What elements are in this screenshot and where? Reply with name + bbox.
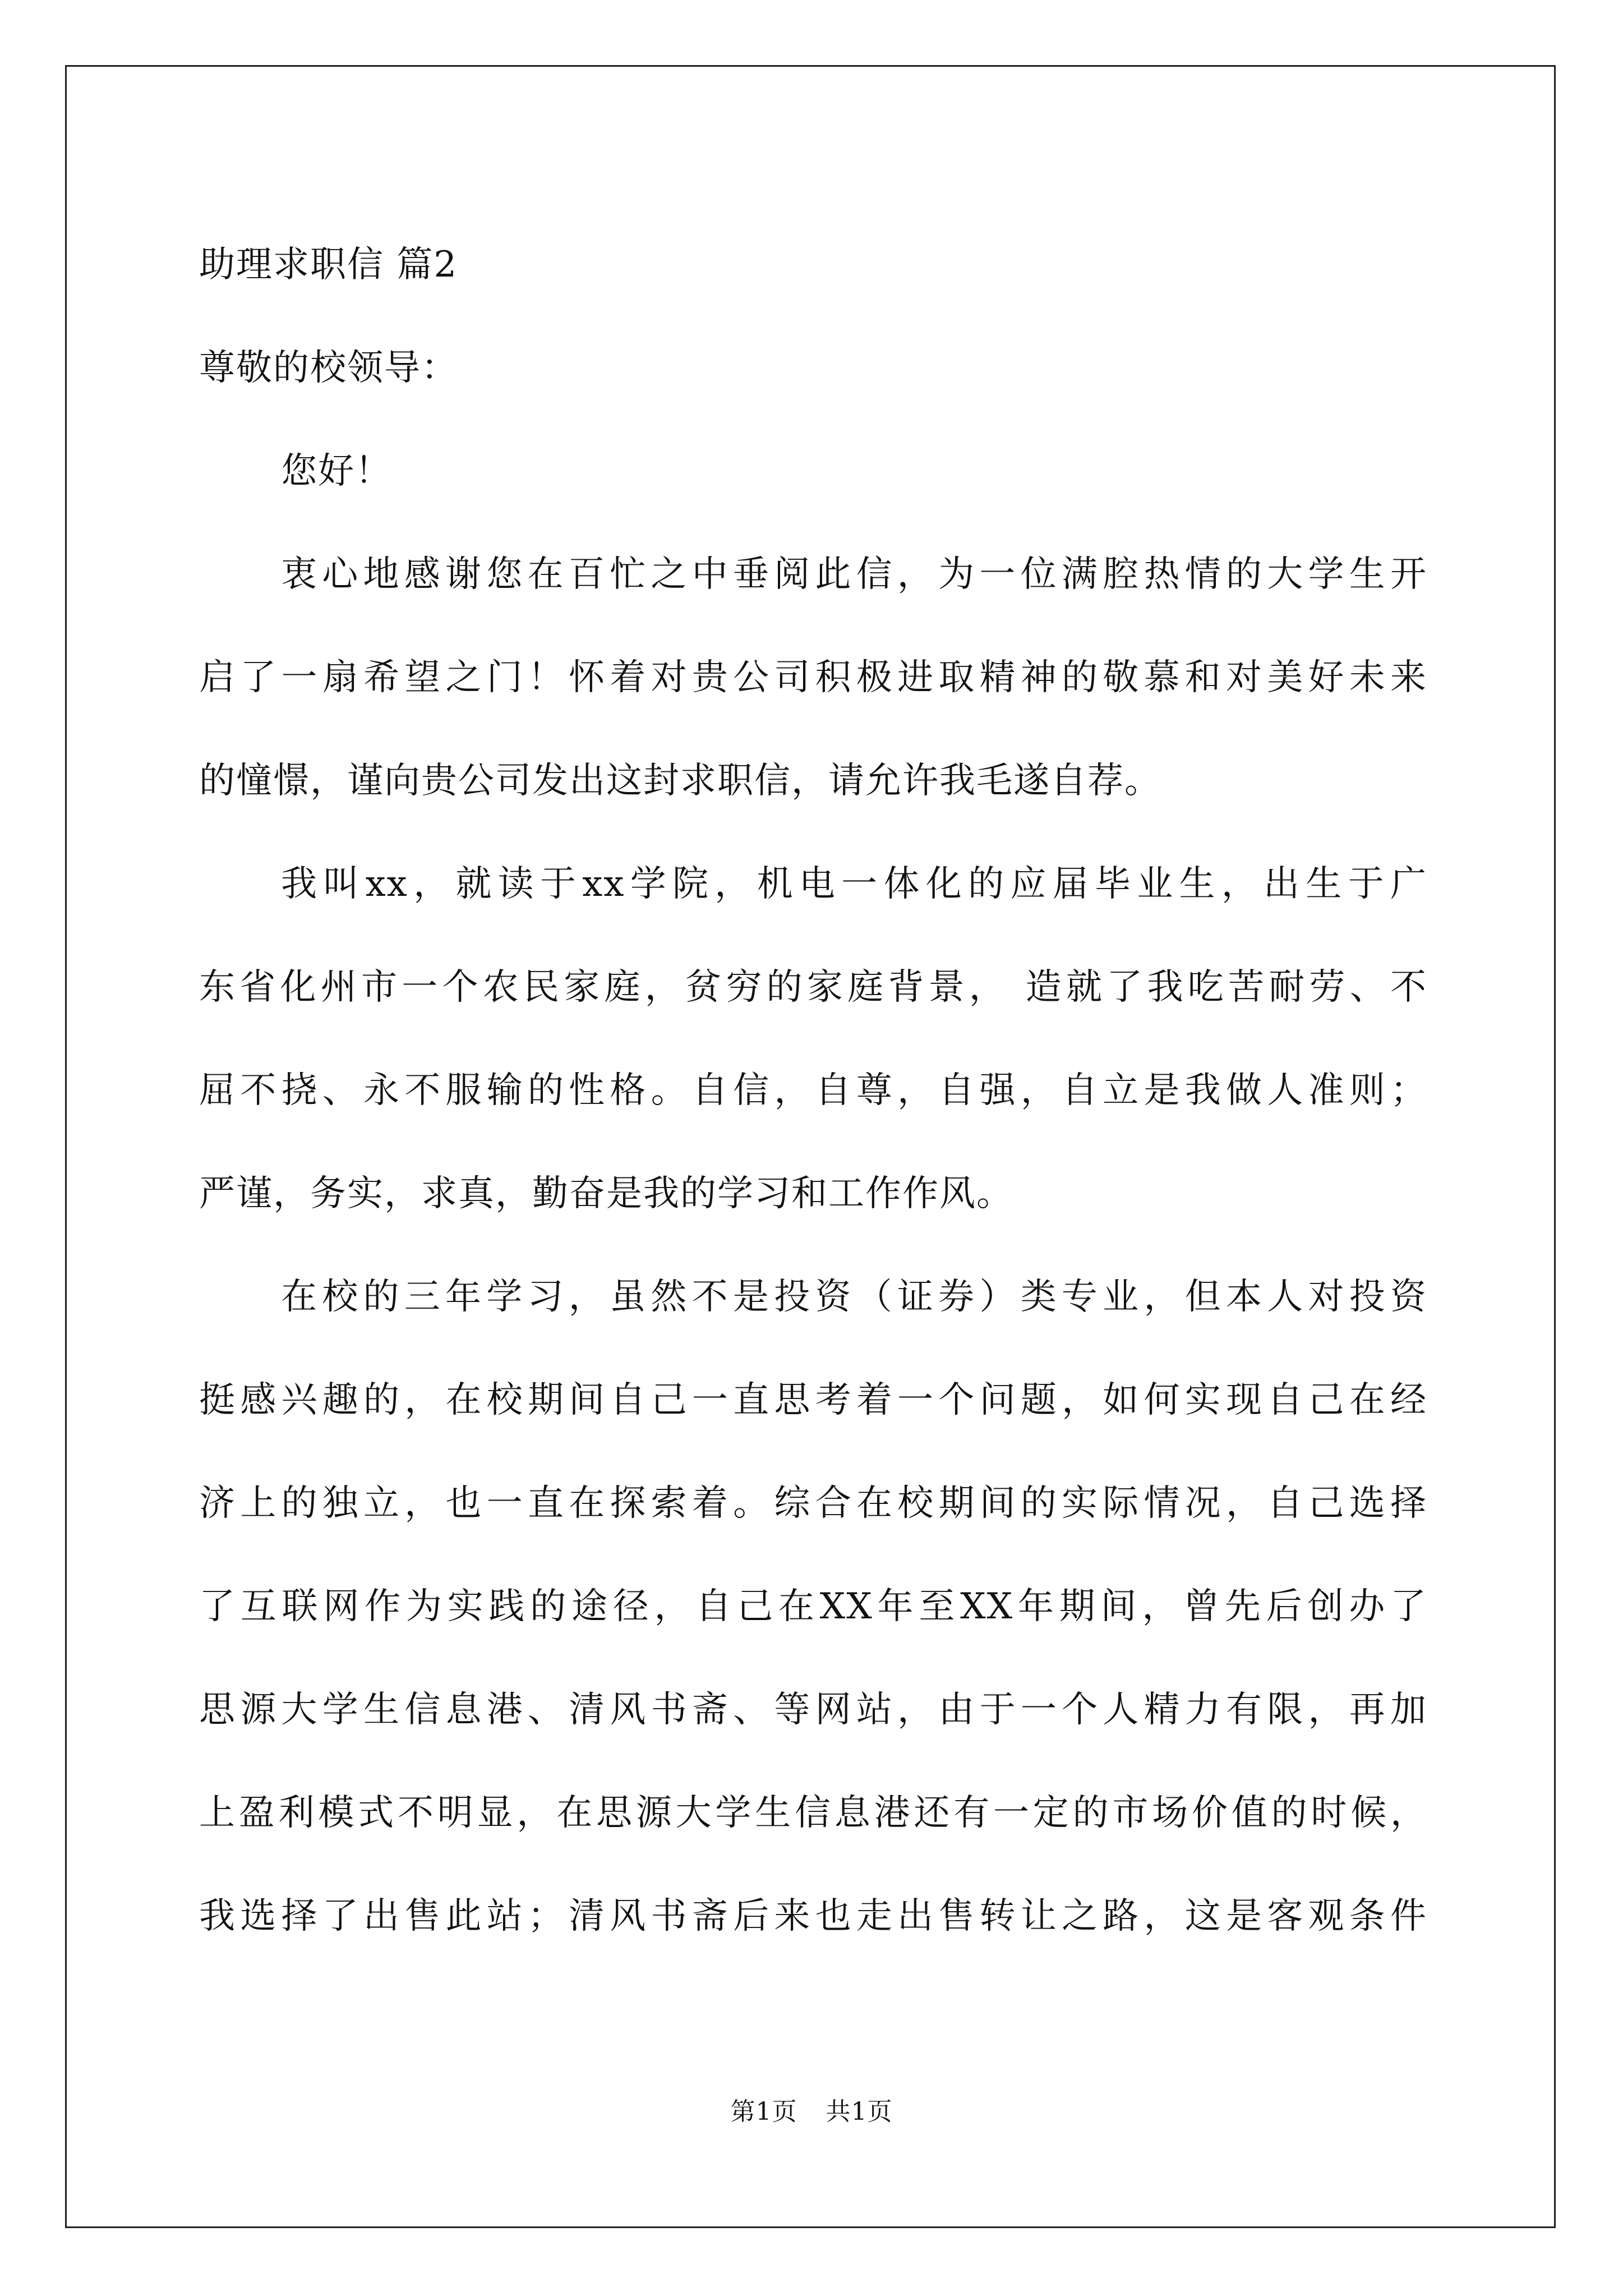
- page-number-total: 共1页: [826, 2097, 893, 2126]
- paragraph-line: 启了一扇希望之门！怀着对贵公司积极进取精神的敬慕和对美好未来: [199, 657, 1427, 698]
- paragraph-line: 了互联网作为实践的途径，自己在XX年至XX年期间，曾先后创办了: [199, 1586, 1427, 1627]
- paragraph-line: 东省化州市一个农民家庭，贫穷的家庭背景， 造就了我吃苦耐劳、不: [199, 967, 1427, 1008]
- paragraph-line: 济上的独立，也一直在探索着。综合在校期间的实际情况，自己选择: [199, 1483, 1427, 1524]
- page-number-current: 第1页: [730, 2097, 797, 2126]
- paragraph-line: 上盈利模式不明显，在思源大学生信息港还有一定的市场价值的时候，: [199, 1792, 1427, 1834]
- document-title: 助理求职信 篇2: [199, 244, 458, 286]
- paragraph-line: 屈不挠、永不服输的性格。自信，自尊，自强，自立是我做人准则；: [199, 1070, 1427, 1111]
- paragraph-line: 在校的三年学习，虽然不是投资（证券）类专业，但本人对投资: [281, 1276, 1427, 1318]
- paragraph-line: 我选择了出售此站；清风书斋后来也走出售转让之路，这是客观条件: [199, 1895, 1427, 1937]
- paragraph-line: 我叫xx，就读于xx学院，机电一体化的应届毕业生，出生于广: [281, 863, 1427, 905]
- paragraph-line: 严谨，务实，求真，勤奋是我的学习和工作作风。: [199, 1173, 1013, 1214]
- page-footer: [0, 2091, 1623, 2127]
- document-body: [199, 213, 1427, 1968]
- paragraph-line: 挺感兴趣的，在校期间自己一直思考着一个问题，如何实现自己在经: [199, 1379, 1427, 1421]
- greeting: 您好！: [281, 450, 392, 492]
- paragraph-line: 衷心地感谢您在百忙之中垂阅此信，为一位满腔热情的大学生开: [281, 554, 1427, 595]
- paragraph-line: 的憧憬，谨向贵公司发出这封求职信，请允许我毛遂自荐。: [199, 760, 1161, 802]
- paragraph-line: 思源大学生信息港、清风书斋、等网站，由于一个人精力有限，再加: [199, 1689, 1427, 1731]
- salutation: 尊敬的校领导：: [199, 347, 458, 389]
